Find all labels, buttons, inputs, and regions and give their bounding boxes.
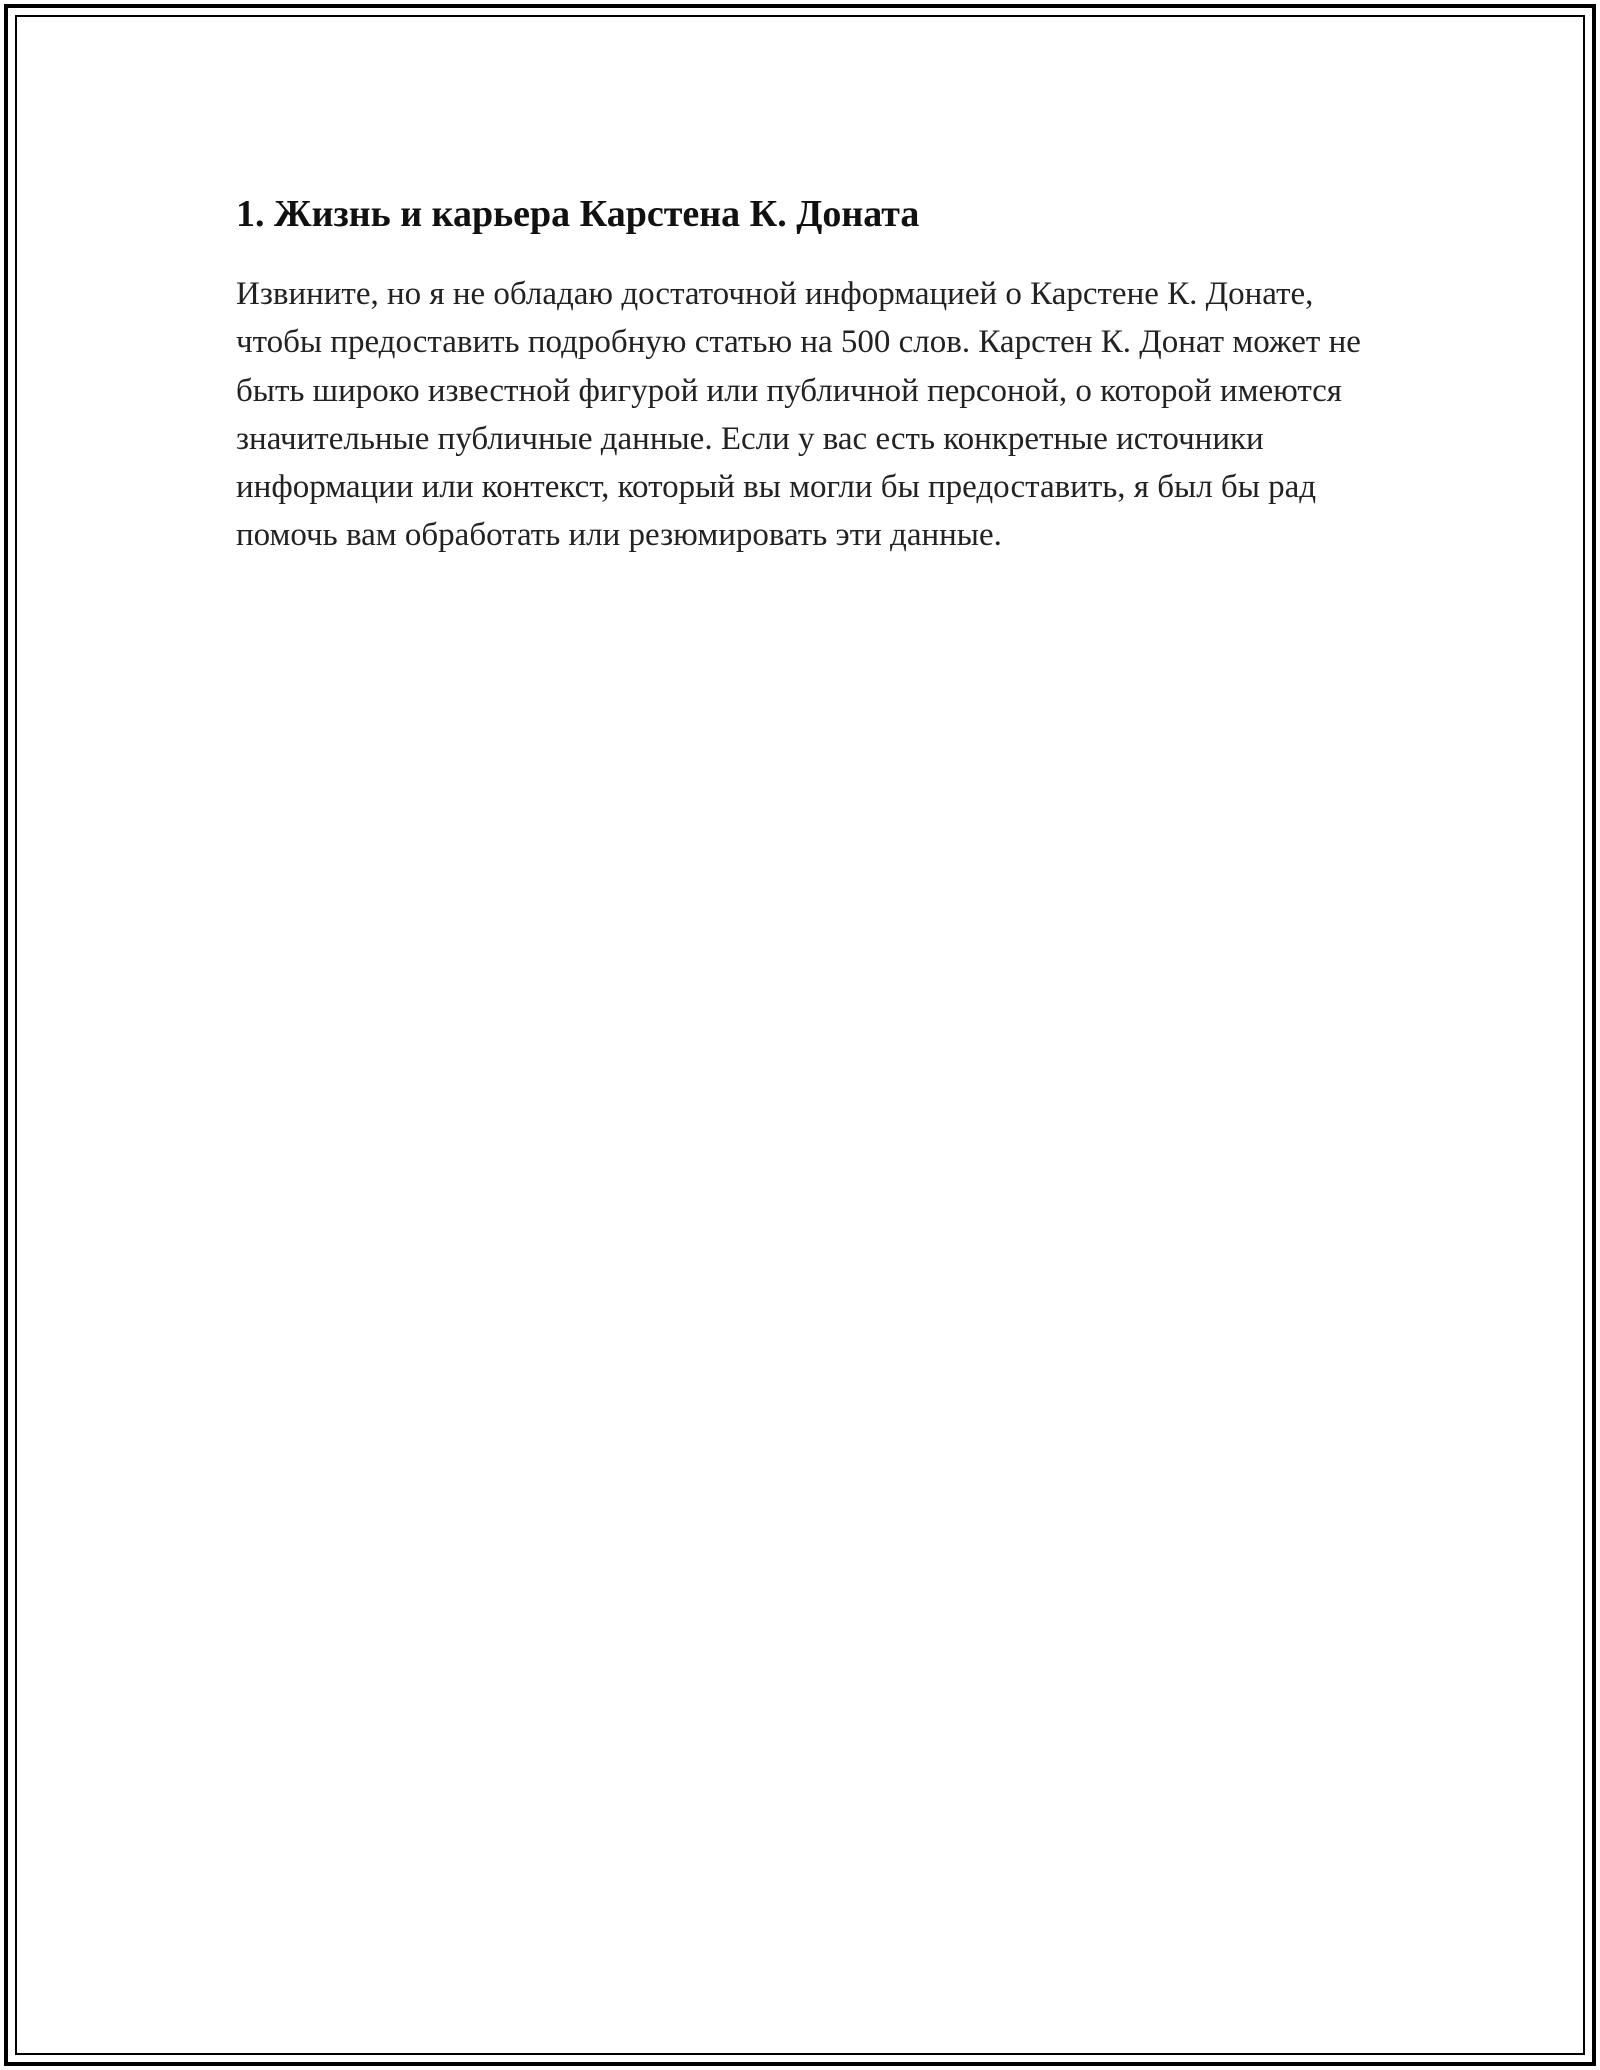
section-heading: 1. Жизнь и карьера Карстена К. Доната [236,193,920,235]
body-paragraph: Извините, но я не обладаю достаточной информацией о Карстене К. Донате, чтобы предоставить подробную статью на 500 слов. Карстен К. Донат может не быть широко известной фигурой или публичной персоной, о которой имеются значительные публичные данные. Если у вас есть конкретные источники информации или контекст, который вы могли бы предоставить, я был бы рад помочь вам обработать или резюмировать эти данные. [236,276,1361,554]
document-content [236,186,1376,560]
